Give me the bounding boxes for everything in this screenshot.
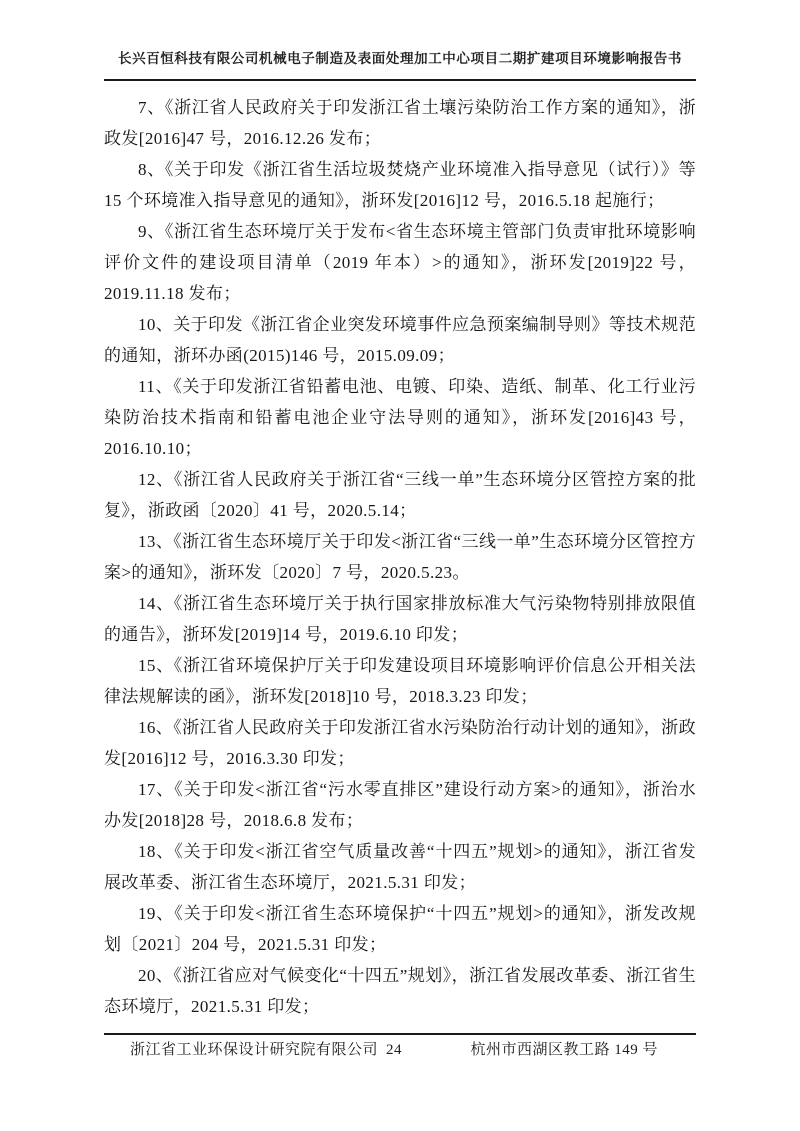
body-paragraph-item-13: 13、《浙江省生态环境厅关于印发<浙江省“三线一单”生态环境分区管控方案>的通知》，浙环发〔2020〕7 号，2020.5.23。 bbox=[104, 532, 696, 582]
body-paragraph-item-7: 7、《浙江省人民政府关于印发浙江省土壤污染防治工作方案的通知》，浙政发[2016]47 号，2016.12.26 发布； bbox=[104, 98, 696, 148]
body-paragraph-item-20: 20、《浙江省应对气候变化“十四五”规划》，浙江省发展改革委、浙江省生态环境厅，2021.5.31 印发； bbox=[104, 966, 696, 1016]
body-paragraph-item-10: 10、关于印发《浙江省企业突发环境事件应急预案编制导则》等技术规范的通知，浙环办函(2015)146 号，2015.09.09； bbox=[104, 315, 696, 365]
body-paragraph-item-14: 14、《浙江省生态环境厅关于执行国家排放标准大气污染物特别排放限值的通告》，浙环发[2019]14 号，2019.6.10 印发； bbox=[104, 594, 696, 644]
body-paragraph-item-19: 19、《关于印发<浙江省生态环境保护“十四五”规划>的通知》，浙发改规划〔2021〕204 号，2021.5.31 印发； bbox=[104, 904, 696, 954]
body-paragraph-item-11: 11、《关于印发浙江省铅蓄电池、电镀、印染、造纸、制革、化工行业污染防治技术指南和铅蓄电池企业守法导则的通知》，浙环发[2016]43 号，2016.10.10； bbox=[104, 377, 696, 458]
footer-address: 杭州市西湖区教工路 149 号 bbox=[470, 1042, 658, 1058]
body-text-block bbox=[104, 92, 696, 1028]
body-paragraph-item-9: 9、《浙江省生态环境厅关于发布<省生态环境主管部门负责审批环境影响评价文件的建设项目清单（2019 年本）>的通知》，浙环发[2019]22 号，2019.11.18 发布； bbox=[104, 222, 696, 303]
footer-company: 浙江省工业环保设计研究院有限公司 bbox=[130, 1042, 379, 1058]
body-paragraph-item-15: 15、《浙江省环境保护厅关于印发建设项目环境影响评价信息公开相关法律法规解读的函》，浙环发[2018]10 号，2018.3.23 印发； bbox=[104, 656, 696, 706]
body-paragraph-item-18: 18、《关于印发<浙江省空气质量改善“十四五”规划>的通知》，浙江省发展改革委、浙江省生态环境厅，2021.5.31 印发； bbox=[104, 842, 696, 892]
body-paragraph-item-8: 8、《关于印发《浙江省生活垃圾焚烧产业环境准入指导意见（试行）》等 15 个环境准入指导意见的通知》，浙环发[2016]12 号，2016.5.18 起施行； bbox=[104, 160, 696, 210]
body-paragraph-item-17: 17、《关于印发<浙江省“污水零直排区”建设行动方案>的通知》，浙治水办发[2018]28 号，2018.6.8 发布； bbox=[104, 780, 696, 830]
page-header-title: 长兴百恒科技有限公司机械电子制造及表面处理加工中心项目二期扩建项目环境影响报告书 bbox=[118, 51, 682, 66]
header-rule bbox=[104, 79, 696, 81]
body-paragraph-item-12: 12、《浙江省人民政府关于浙江省“三线一单”生态环境分区管控方案的批复》，浙政函〔2020〕41 号，2020.5.14； bbox=[104, 470, 696, 520]
page-footer bbox=[104, 1039, 696, 1061]
footer-page-number: 24 bbox=[386, 1042, 402, 1058]
footer-rule bbox=[104, 1033, 696, 1035]
body-paragraph-item-16: 16、《浙江省人民政府关于印发浙江省水污染防治行动计划的通知》，浙政发[2016]12 号，2016.3.30 印发； bbox=[104, 718, 696, 768]
